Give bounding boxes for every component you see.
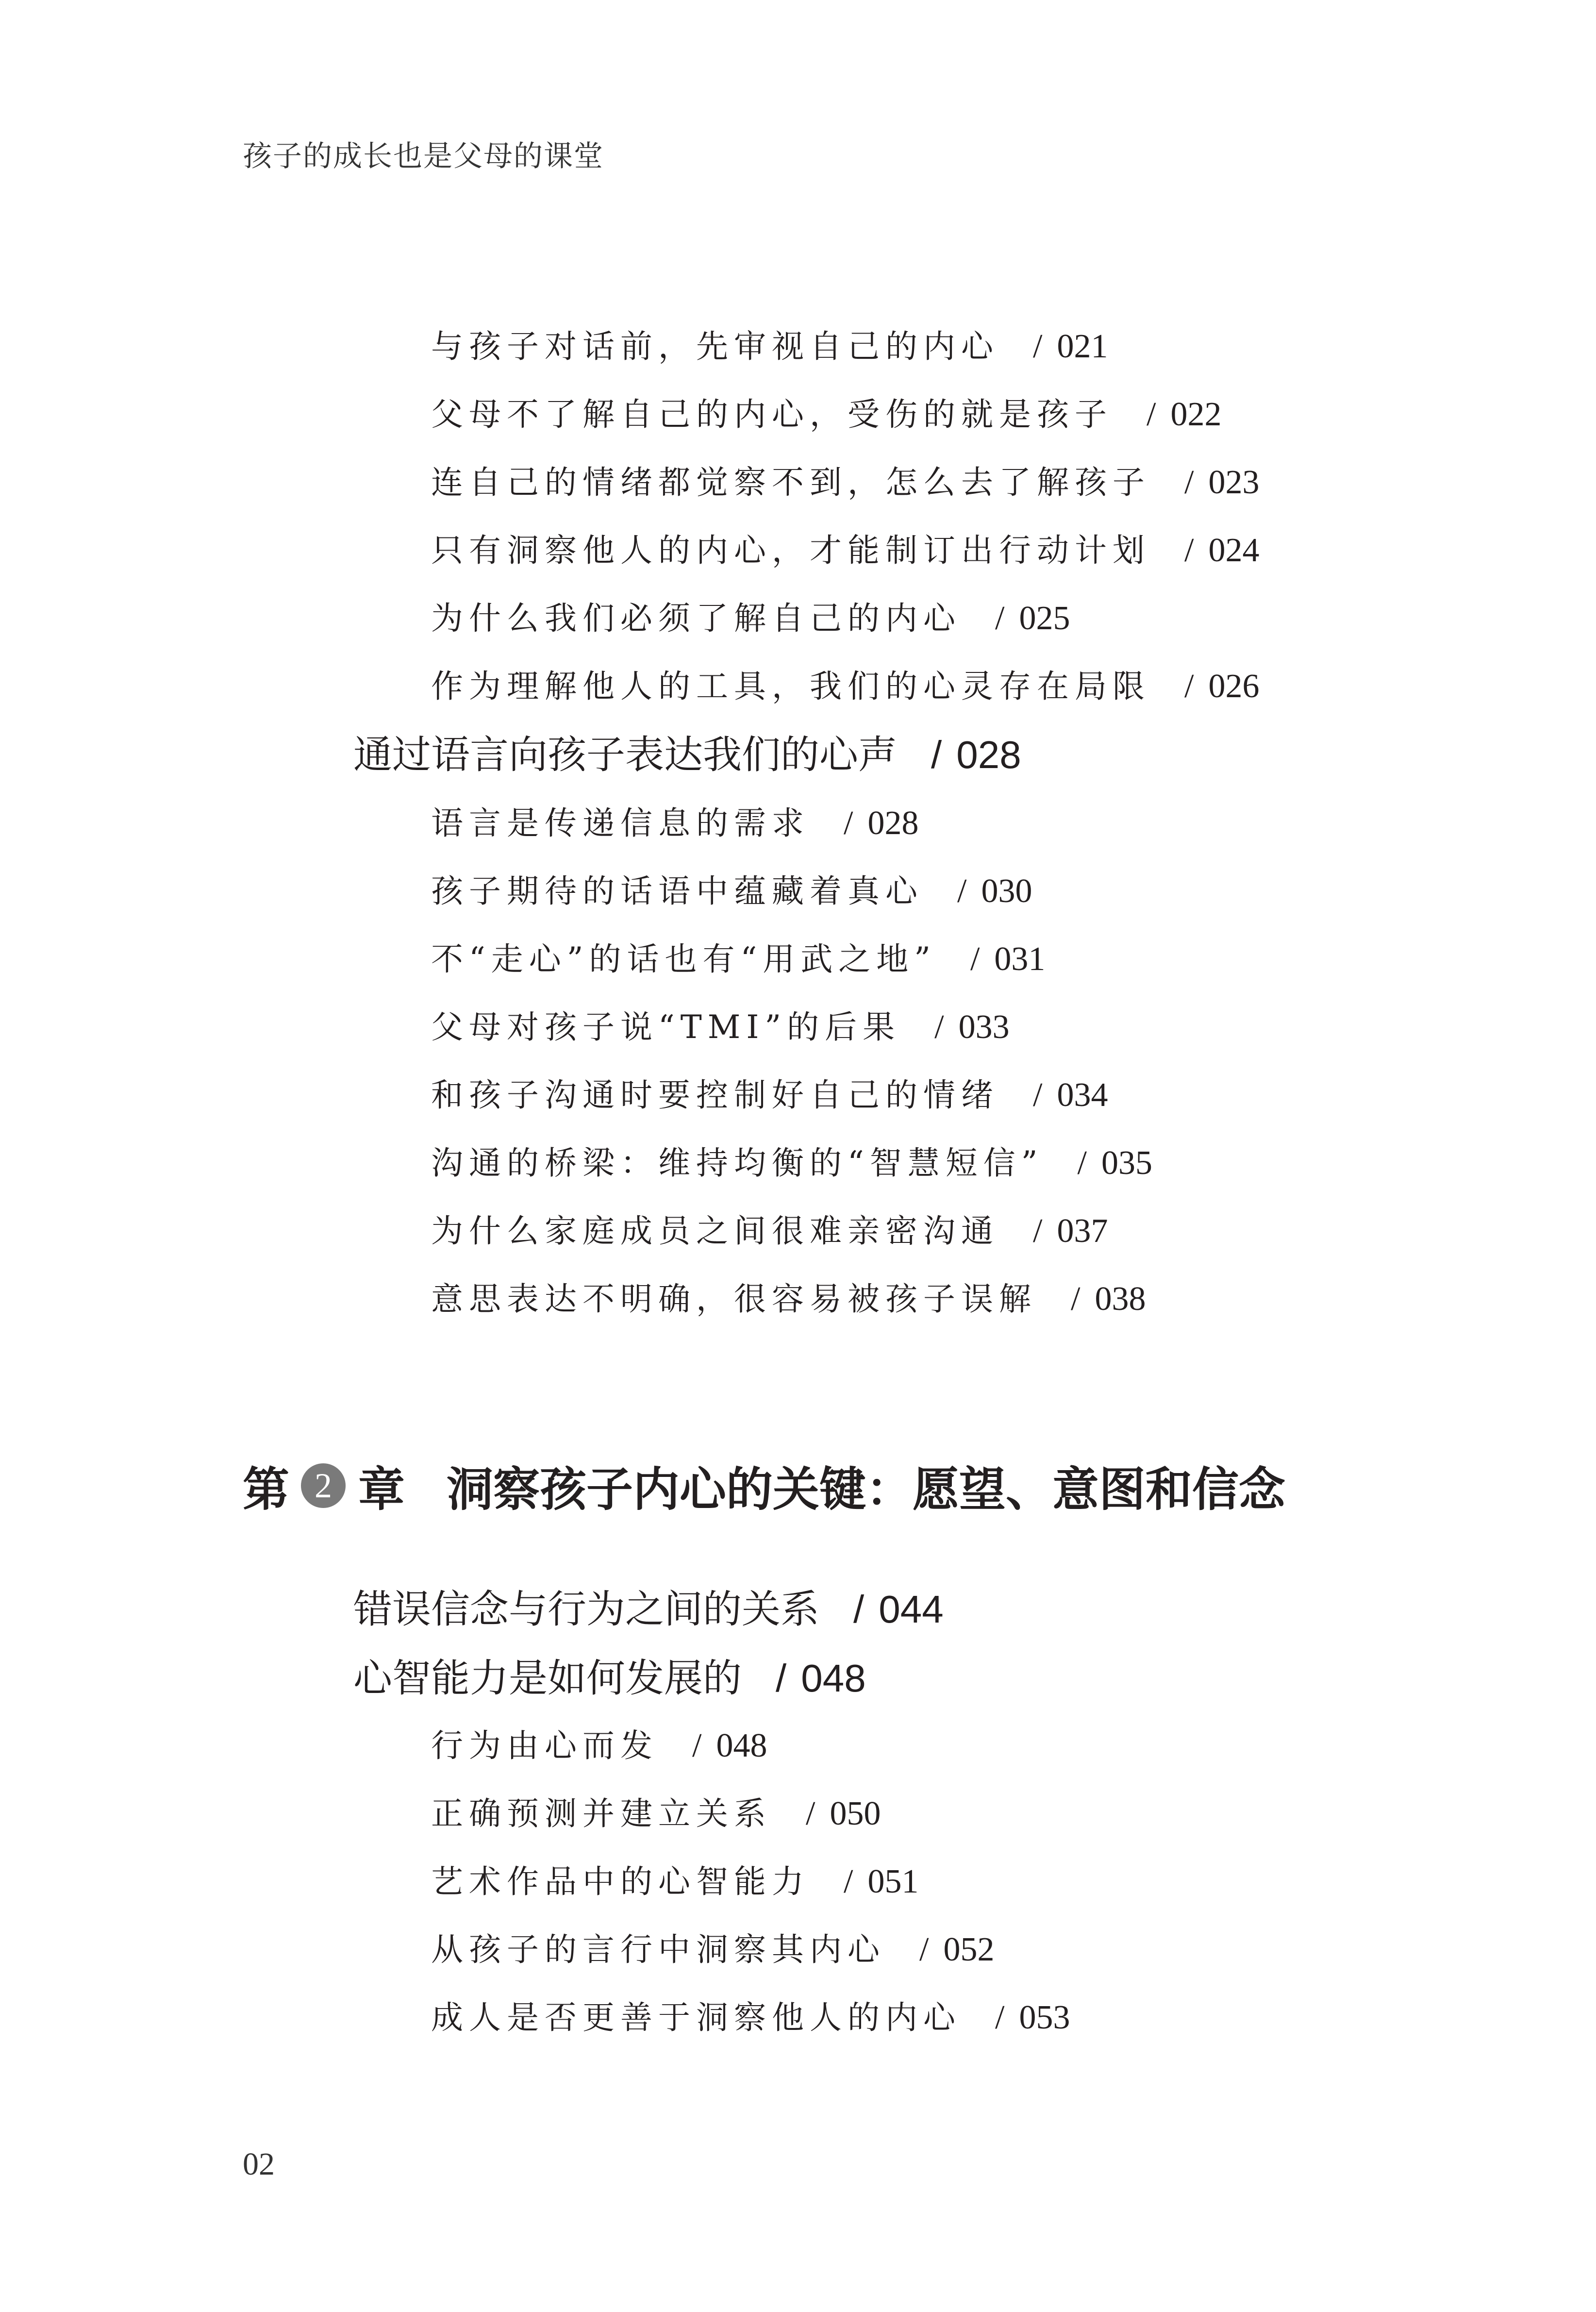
toc-section-title: 通过语言向孩子表达我们的心声 bbox=[353, 733, 897, 776]
toc-entry[interactable] bbox=[431, 1790, 881, 1838]
toc-page-number: 053 bbox=[1019, 1999, 1070, 2036]
toc-page-number: 028 bbox=[867, 804, 919, 842]
toc-entry-title: 不“走心”的话也有“用武之地” bbox=[431, 940, 936, 978]
toc-separator: / bbox=[1077, 1144, 1087, 1182]
toc-entry-title: 成人是否更善于洞察他人的内心 bbox=[431, 1999, 961, 2036]
chapter-suffix: 章 bbox=[358, 1463, 405, 1516]
toc-page-number: 038 bbox=[1095, 1280, 1146, 1318]
toc-separator: / bbox=[931, 733, 942, 776]
toc-entry-title: 父母不了解自己的内心，受伤的就是孩子 bbox=[431, 396, 1113, 433]
toc-page-number: 051 bbox=[867, 1863, 919, 1900]
toc-separator: / bbox=[844, 1863, 853, 1900]
toc-page-number: 023 bbox=[1208, 464, 1260, 501]
toc-entry[interactable] bbox=[431, 1275, 1146, 1324]
toc-page-number: 024 bbox=[1208, 532, 1260, 569]
toc-entry[interactable] bbox=[431, 1003, 1010, 1052]
toc-entry-title: 沟通的桥梁：维持均衡的“智慧短信” bbox=[431, 1144, 1044, 1182]
toc-entry-title: 正确预测并建立关系 bbox=[431, 1795, 772, 1832]
toc-entry-title: 为什么家庭成员之间很难亲密沟通 bbox=[431, 1212, 999, 1250]
toc-section-heading[interactable] bbox=[353, 728, 1021, 782]
toc-section-heading[interactable] bbox=[353, 1583, 944, 1636]
toc-separator: / bbox=[844, 804, 853, 842]
toc-page-number: 044 bbox=[879, 1588, 944, 1631]
toc-entry[interactable] bbox=[431, 390, 1221, 439]
toc-separator: / bbox=[1033, 328, 1043, 365]
toc-separator: / bbox=[957, 872, 967, 910]
toc-entry[interactable] bbox=[431, 322, 1108, 371]
toc-entry[interactable] bbox=[431, 1994, 1070, 2042]
page-number: 02 bbox=[243, 2146, 275, 2182]
toc-entry-title: 作为理解他人的工具，我们的心灵存在局限 bbox=[431, 668, 1150, 705]
toc-section-title: 错误信念与行为之间的关系 bbox=[353, 1588, 819, 1631]
toc-page-number: 025 bbox=[1019, 600, 1070, 637]
toc-entry-title: 连自己的情绪都觉察不到，怎么去了解孩子 bbox=[431, 464, 1150, 501]
toc-separator: / bbox=[692, 1727, 702, 1764]
toc-entry[interactable] bbox=[431, 867, 1032, 916]
toc-entry[interactable] bbox=[431, 1926, 994, 1974]
chapter-prefix: 第 bbox=[243, 1463, 289, 1516]
toc-page-number: 033 bbox=[958, 1008, 1010, 1046]
toc-entry[interactable] bbox=[431, 1722, 767, 1770]
toc-separator: / bbox=[776, 1657, 787, 1700]
toc-section-heading[interactable] bbox=[353, 1652, 866, 1705]
toc-entry[interactable] bbox=[431, 799, 918, 848]
toc-entry-title: 孩子期待的话语中蕴藏着真心 bbox=[431, 872, 923, 910]
chapter-title: 洞察孩子内心的关键：愿望、意图和信念 bbox=[447, 1463, 1285, 1516]
toc-entry-title: 与孩子对话前，先审视自己的内心 bbox=[431, 328, 999, 365]
toc-separator: / bbox=[1033, 1076, 1043, 1114]
toc-entry[interactable] bbox=[431, 526, 1259, 575]
toc-separator: / bbox=[919, 1931, 929, 1968]
toc-page-number: 052 bbox=[943, 1931, 995, 1968]
toc-entry[interactable] bbox=[431, 935, 1045, 984]
toc-page-number: 037 bbox=[1057, 1212, 1108, 1250]
toc-entry-title: 父母对孩子说“TMI”的后果 bbox=[431, 1008, 901, 1046]
toc-entry[interactable] bbox=[431, 1071, 1108, 1120]
toc-entry-title: 行为由心而发 bbox=[431, 1727, 658, 1764]
toc-entry[interactable] bbox=[431, 594, 1070, 643]
toc-entry-title: 艺术作品中的心智能力 bbox=[431, 1863, 810, 1900]
toc-page-number: 028 bbox=[956, 733, 1021, 776]
toc-entry[interactable] bbox=[431, 1858, 918, 1906]
toc-entry-title: 意思表达不明确，很容易被孩子误解 bbox=[431, 1280, 1037, 1318]
toc-page-number: 050 bbox=[830, 1795, 881, 1832]
toc-page-number: 048 bbox=[716, 1727, 767, 1764]
toc-separator: / bbox=[1147, 396, 1156, 433]
toc-entry-title: 只有洞察他人的内心，才能制订出行动计划 bbox=[431, 532, 1150, 569]
toc-separator: / bbox=[995, 1999, 1005, 2036]
toc-entry[interactable] bbox=[431, 662, 1259, 711]
toc-separator: / bbox=[1071, 1280, 1081, 1318]
chapter-number-badge: 2 bbox=[301, 1463, 346, 1508]
toc-entry[interactable] bbox=[431, 458, 1259, 507]
toc-separator: / bbox=[934, 1008, 944, 1046]
toc-separator: / bbox=[1184, 464, 1194, 501]
toc-page-number: 034 bbox=[1057, 1076, 1108, 1114]
running-head: 孩子的成长也是父母的课堂 bbox=[243, 140, 604, 172]
toc-entry[interactable] bbox=[431, 1207, 1108, 1256]
toc-page-number: 035 bbox=[1101, 1144, 1152, 1182]
chapter-heading[interactable] bbox=[243, 1452, 1285, 1520]
toc-separator: / bbox=[995, 600, 1005, 637]
toc-page-number: 030 bbox=[981, 872, 1032, 910]
toc-page-number: 048 bbox=[801, 1657, 866, 1700]
toc-page-number: 031 bbox=[994, 940, 1046, 978]
toc-entry-title: 为什么我们必须了解自己的内心 bbox=[431, 600, 961, 637]
toc-separator: / bbox=[1184, 668, 1194, 705]
toc-entry-title: 从孩子的言行中洞察其内心 bbox=[431, 1931, 885, 1968]
toc-entry-title: 语言是传递信息的需求 bbox=[431, 804, 810, 842]
toc-section-title: 心智能力是如何发展的 bbox=[353, 1657, 742, 1700]
toc-separator: / bbox=[806, 1795, 815, 1832]
toc-page-number: 022 bbox=[1170, 396, 1222, 433]
toc-separator: / bbox=[853, 1588, 864, 1631]
toc-page-number: 021 bbox=[1057, 328, 1108, 365]
toc-entry-title: 和孩子沟通时要控制好自己的情绪 bbox=[431, 1076, 999, 1114]
toc-separator: / bbox=[1033, 1212, 1043, 1250]
toc-page-number: 026 bbox=[1208, 668, 1260, 705]
toc-separator: / bbox=[1184, 532, 1194, 569]
toc-separator: / bbox=[970, 940, 980, 978]
toc-entry[interactable] bbox=[431, 1139, 1152, 1188]
